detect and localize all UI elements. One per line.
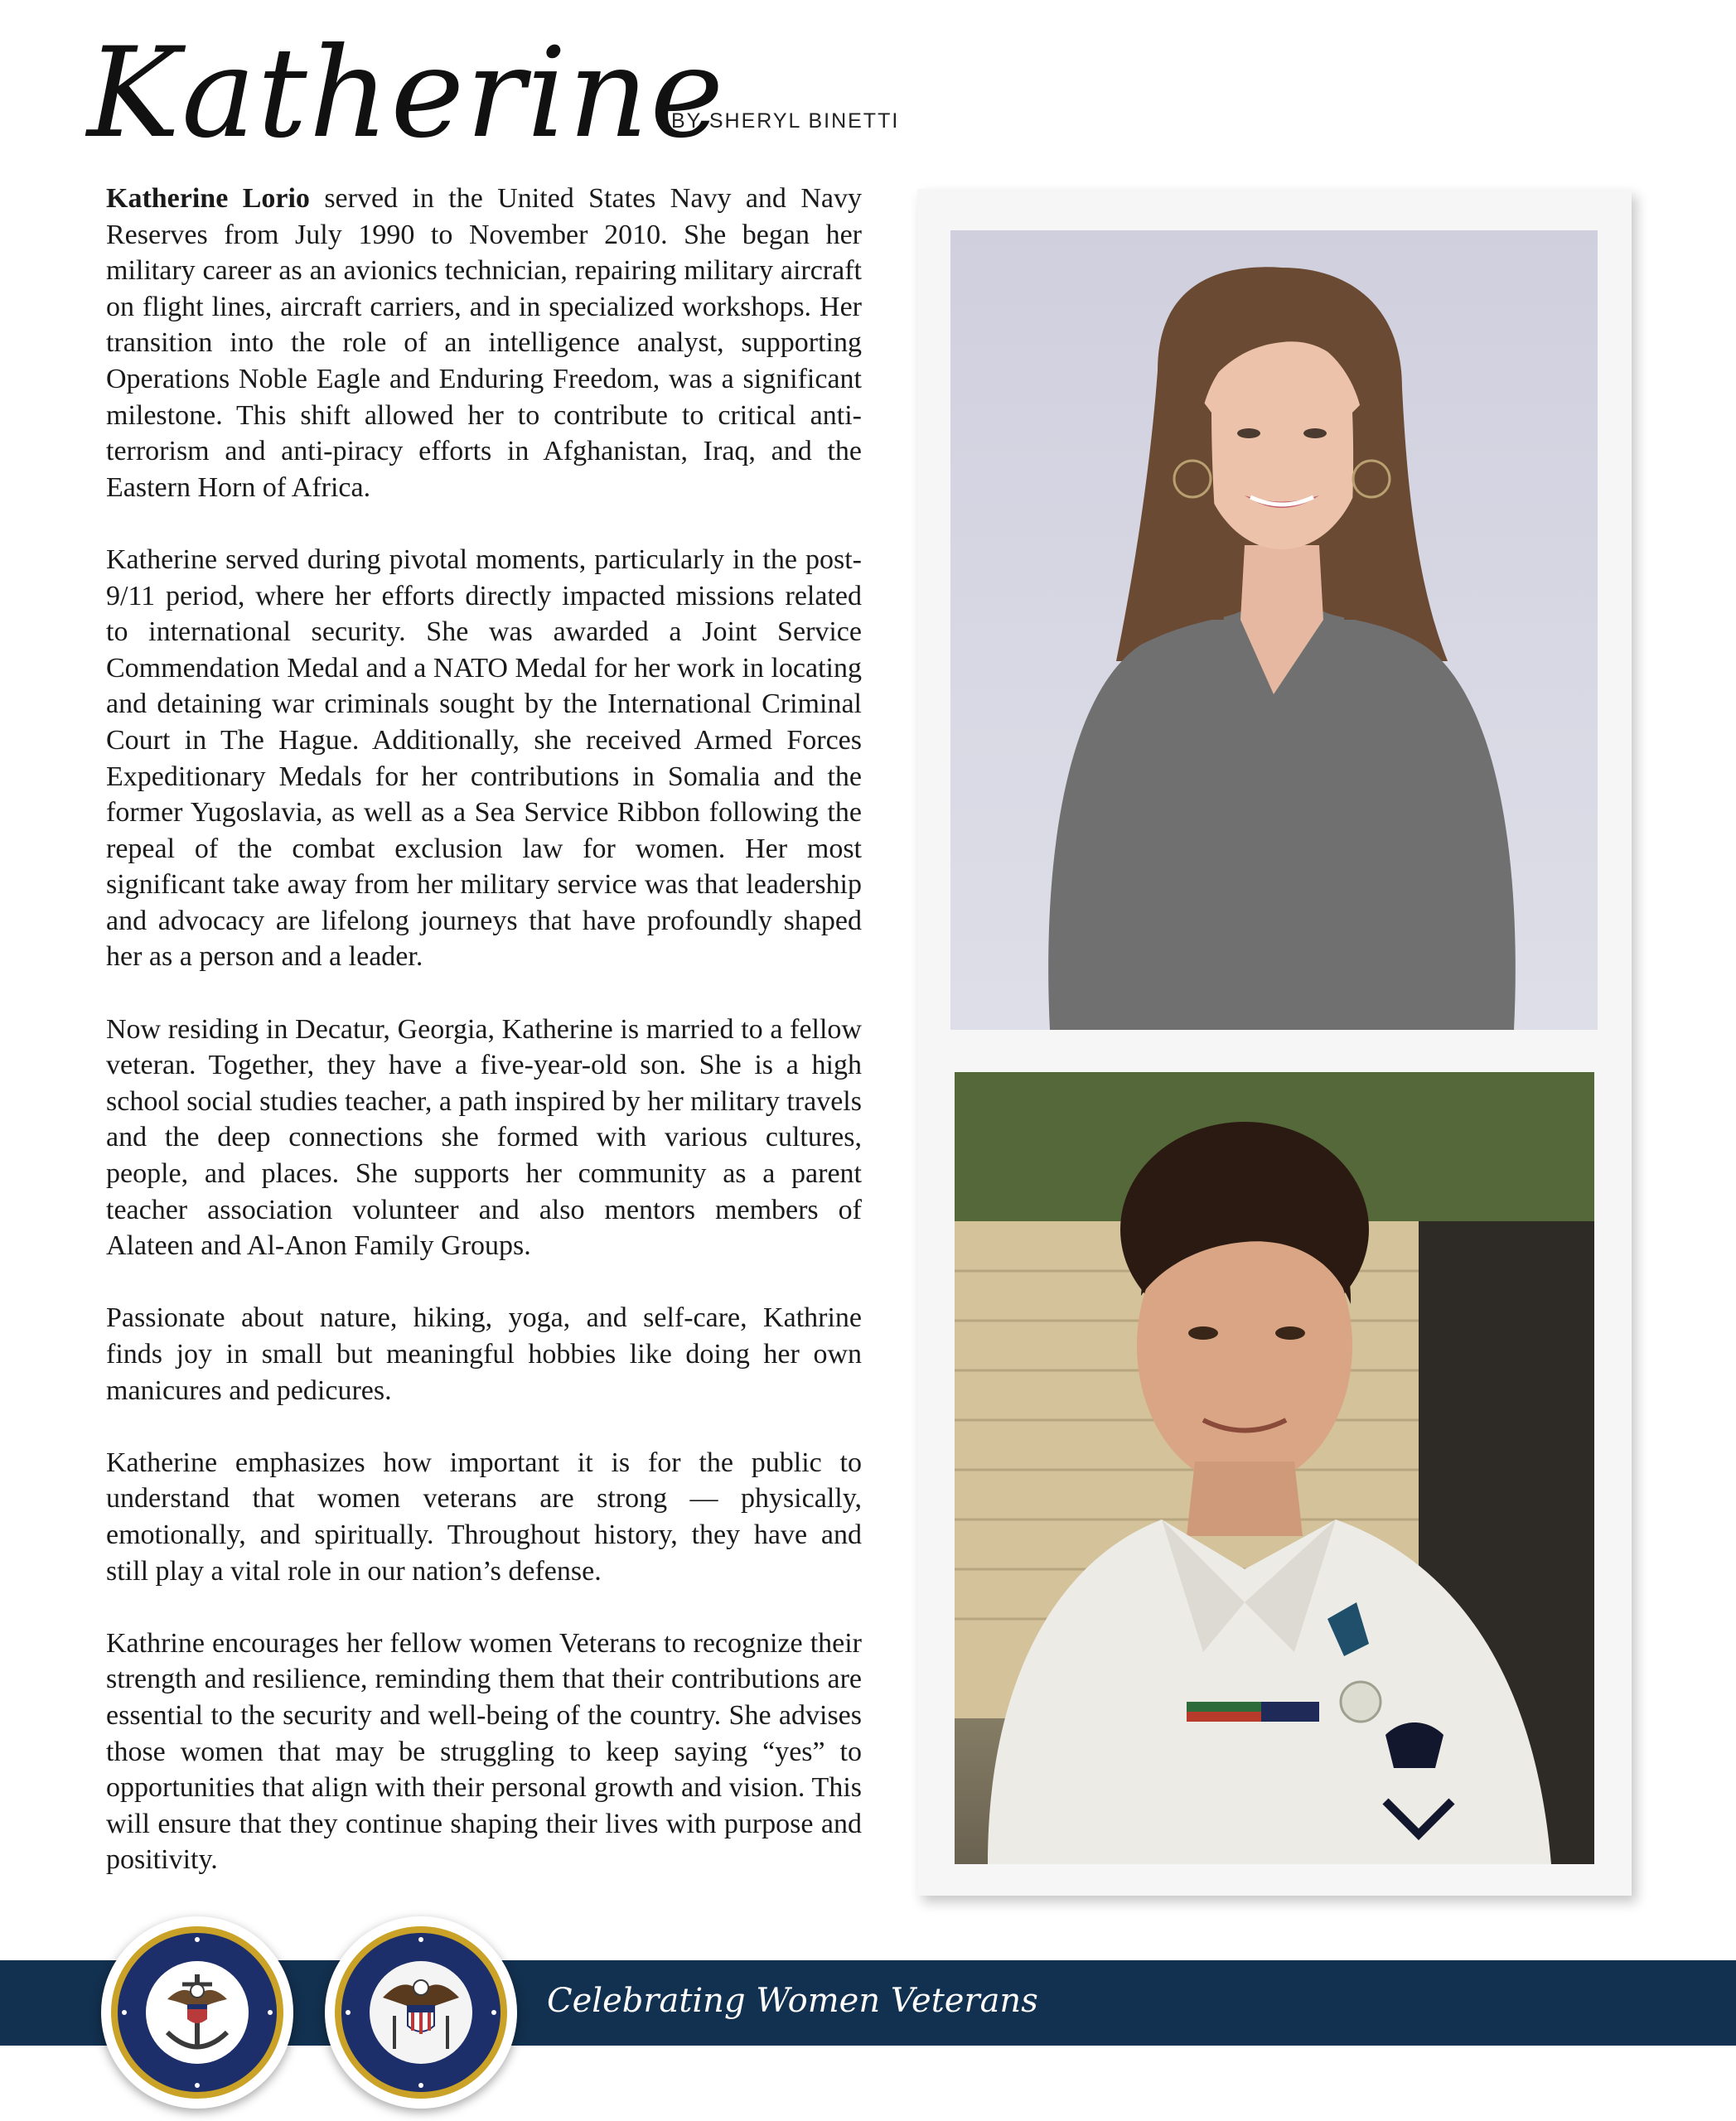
footer-tagline: Celebrating Women Veterans [547, 1982, 1038, 2020]
paragraph-1 [106, 181, 862, 505]
paragraph-5: Katherine emphasizes how important it is for the public to understand that women veterans are strong — physically, emotionally, and spiritually. Throughout history, they have and still play a vital role in our nation’s defense. [106, 1447, 862, 1587]
lead-name: Katherine Lorio [106, 183, 310, 214]
paragraph-2: Katherine served during pivotal moments, particularly in the post-9/11 period, where her efforts directly impacted missions related to international security. She was awarded a Joint Service Commendation Medal and a NATO Medal for her work in locating and detaining war criminals sought by the International Criminal Court in The Hague. Additionally, she received Armed Forces Expeditionary Medals for her contributions in Somalia and the former Yugoslavia, as well as a Sea Service Ribbon following the repeal of the combat exclusion law for women. Her most significant take away from her military service was that leadership and advocacy are lifelong journeys that have profoundly shaped her as a person and a leader. [106, 544, 862, 973]
paragraph-6: Kathrine encourages her fellow women Veterans to recognize their strength and resilience, reminding them that their contributions are essential to the security and well-being of the country. She advises those women that may be struggling to keep saying “yes” to opportunities that align with their personal growth and vision. This will ensure that they continue shaping their lives with purpose and positivity. [106, 1627, 862, 1876]
article-body [106, 181, 862, 1915]
paragraph-3: Now residing in Decatur, Georgia, Katherine is married to a fellow veteran. Together, they have a five-year-old son. She is a high school social studies teacher, a path inspired by her military travels and the deep connections she formed with various cultures, people, and places. She supports her community as a parent teacher association volunteer and also mentors members of Alateen and Al-Anon Family Groups. [106, 1013, 862, 1262]
navy-reserve-seal [325, 1916, 517, 2109]
paragraph-1-text: served in the United States Navy and Navy Reserves from July 1990 to November 2010. She began her military career as an avionics technician, repairing military aircraft on flight lines, aircraft carriers, and in specialized workshops. Her transition into the role of an intelligence analyst, supporting Operations Noble Eagle and Enduring Freedom, was a significant milestone. This shift allowed her to contribute to critical anti-terrorism and anti-piracy efforts in Afghanistan, Iraq, and the Eastern Horn of Africa. [106, 183, 862, 503]
us-navy-seal [101, 1916, 293, 2109]
portrait-photo [950, 230, 1598, 1030]
page-title: Katherine [87, 22, 726, 166]
service-photo [955, 1072, 1594, 1864]
paragraph-4: Passionate about nature, hiking, yoga, and self-care, Kathrine finds joy in small but meaningful hobbies like doing her own manicures and pedicures. [106, 1302, 862, 1406]
byline: BY SHERYL BINETTI [671, 109, 900, 133]
